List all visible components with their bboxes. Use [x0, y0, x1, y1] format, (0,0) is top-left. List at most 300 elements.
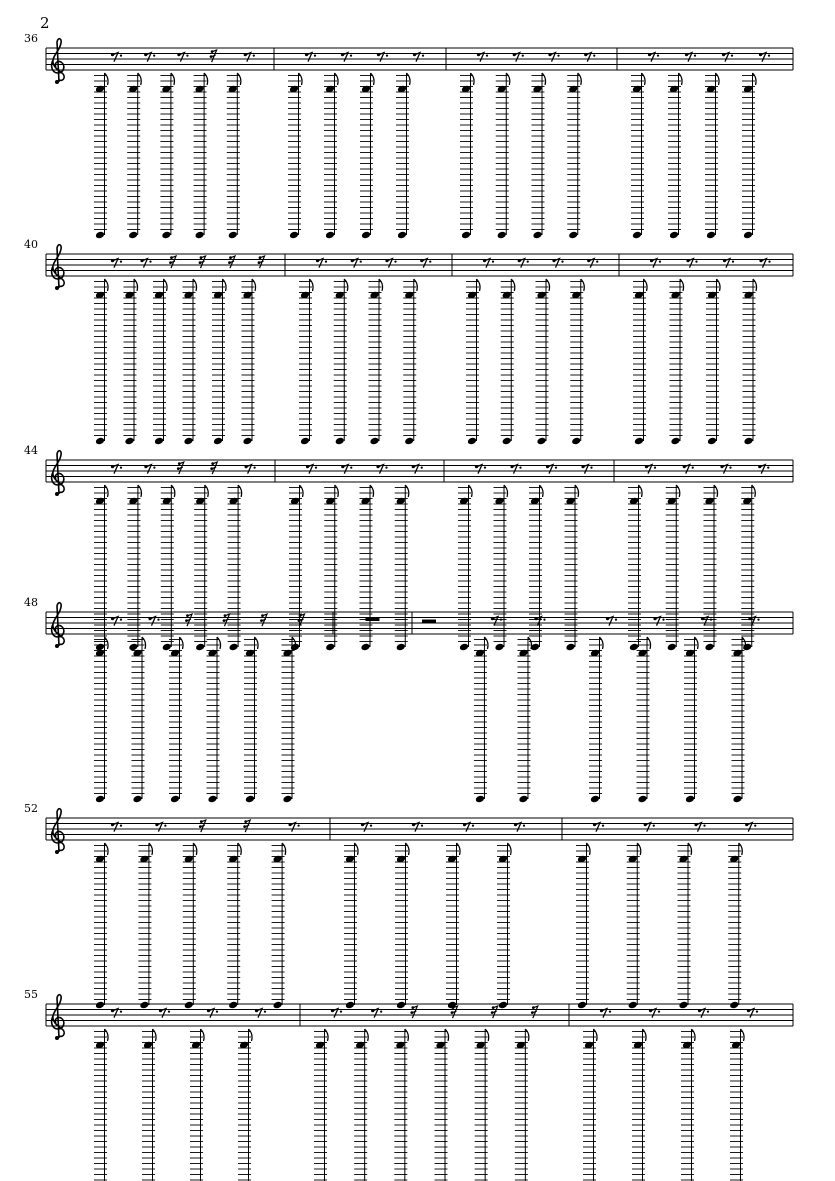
treble-clef-dot	[55, 850, 59, 854]
measure	[631, 48, 793, 239]
rest-dot	[552, 259, 555, 262]
note-flag	[587, 843, 591, 855]
note-head	[325, 231, 335, 240]
note-head	[361, 231, 371, 240]
note-flag	[153, 1029, 157, 1041]
rest-dot	[757, 619, 759, 621]
note-flag	[204, 73, 208, 85]
note-head	[128, 643, 138, 652]
note-flag	[594, 1029, 598, 1041]
rest-dot	[768, 55, 770, 57]
rest-dot	[394, 261, 396, 263]
note-head	[632, 231, 642, 240]
rest-dot	[758, 465, 761, 468]
rest-dot	[615, 619, 617, 621]
treble-clef-dot	[55, 80, 59, 84]
rest-dot	[692, 467, 694, 469]
note-flag	[469, 485, 473, 497]
note-flag	[477, 279, 481, 291]
note-flag	[105, 73, 109, 85]
measure	[94, 254, 285, 445]
rest-dot	[412, 823, 415, 826]
rest-dot	[698, 1009, 701, 1012]
rest-dot	[211, 50, 214, 53]
note-head	[229, 643, 239, 652]
note-flag	[578, 73, 582, 85]
note-flag	[506, 73, 510, 85]
measure	[94, 48, 274, 239]
rest-dot	[223, 619, 226, 622]
note-flag	[223, 279, 227, 291]
note-head	[497, 231, 507, 240]
rest-dot	[385, 467, 387, 469]
note-head	[228, 1001, 238, 1010]
note-head	[678, 1001, 688, 1010]
note-flag	[445, 1029, 449, 1041]
rest-dot	[264, 1011, 266, 1013]
rest-dot	[316, 259, 319, 262]
rest-dot	[120, 1011, 122, 1013]
note-flag	[105, 843, 109, 855]
rest-dot	[694, 55, 696, 57]
note-flag	[379, 279, 383, 291]
rest-dot	[745, 823, 748, 826]
note-flag	[643, 1029, 647, 1041]
rest-dot	[581, 465, 584, 468]
rest-dot	[120, 619, 122, 621]
rest-dot	[120, 825, 122, 827]
rest-dot	[351, 259, 354, 262]
note-flag	[105, 637, 109, 649]
note-flag	[546, 279, 550, 291]
note-head	[669, 231, 679, 240]
rest-dot	[148, 617, 151, 620]
note-head	[565, 643, 575, 652]
note-head	[518, 795, 528, 804]
rest-dot	[484, 467, 486, 469]
note-flag	[164, 279, 168, 291]
rest-dot	[361, 823, 364, 826]
rest-dot	[657, 55, 659, 57]
note-head	[637, 795, 647, 804]
note-head	[245, 795, 255, 804]
note-flag	[138, 485, 142, 497]
rest-dot	[491, 617, 494, 620]
rest-dot	[463, 823, 466, 826]
rest-dot	[350, 467, 352, 469]
rest-dot	[120, 261, 122, 263]
rest-dot	[177, 53, 180, 56]
note-flag	[753, 279, 757, 291]
note-flag	[371, 73, 375, 85]
rest-dot	[341, 465, 344, 468]
rest-dot	[376, 465, 379, 468]
note-head	[183, 437, 193, 446]
rest-dot	[729, 467, 731, 469]
rest-dot	[722, 53, 725, 56]
note-head	[629, 643, 639, 652]
note-flag	[511, 279, 515, 291]
rest-dot	[701, 617, 704, 620]
staff-system	[24, 444, 793, 651]
measure-number: 55	[24, 988, 38, 1001]
treble-clef-icon	[52, 603, 65, 646]
note-flag	[370, 485, 374, 497]
rest-dot	[111, 1009, 114, 1012]
measure	[299, 254, 452, 445]
rest-dot	[683, 465, 686, 468]
staff-system	[24, 238, 793, 445]
rest-dot	[289, 823, 292, 826]
note-head	[742, 643, 752, 652]
note-head	[289, 231, 299, 240]
rest-dot	[168, 1011, 170, 1013]
rest-dot	[140, 259, 143, 262]
rest-dot	[548, 53, 551, 56]
rest-dot	[207, 1009, 210, 1012]
note-flag	[300, 485, 304, 497]
rest-dot	[111, 53, 114, 56]
note-head	[95, 437, 105, 446]
note-flag	[508, 843, 512, 855]
rest-dot	[561, 261, 563, 263]
rest-dot	[658, 1011, 660, 1013]
rest-dot	[429, 261, 431, 263]
rest-dot	[747, 1009, 750, 1012]
note-head	[577, 1001, 587, 1010]
note-flag	[753, 73, 757, 85]
rest-dot	[199, 825, 202, 828]
rest-dot	[210, 467, 213, 470]
note-head	[743, 437, 753, 446]
staff-system	[24, 32, 793, 239]
measure-number: 52	[24, 802, 38, 815]
note-head	[404, 437, 414, 446]
rest-dot	[314, 55, 316, 57]
note-flag	[581, 279, 585, 291]
rest-dot	[645, 465, 648, 468]
rest-dot	[492, 1006, 495, 1009]
note-head	[162, 643, 172, 652]
note-head	[325, 643, 335, 652]
note-head	[667, 643, 677, 652]
treble-clef-dot	[55, 644, 59, 648]
note-flag	[255, 637, 259, 649]
treble-clef-icon	[52, 245, 65, 288]
rest-dot	[261, 614, 264, 617]
note-head	[369, 437, 379, 446]
note-flag	[528, 637, 532, 649]
treble-clef-icon	[52, 809, 65, 852]
note-head	[494, 643, 504, 652]
rest-dot	[644, 823, 647, 826]
note-flag	[252, 279, 256, 291]
page-number: 2	[40, 14, 50, 32]
note-flag	[299, 73, 303, 85]
note-head	[132, 795, 142, 804]
rest-dot	[653, 617, 656, 620]
measure-number: 40	[24, 238, 38, 251]
note-head	[704, 643, 714, 652]
note-head	[195, 643, 205, 652]
note-head	[743, 231, 753, 240]
note-head	[498, 1001, 508, 1010]
note-flag	[335, 73, 339, 85]
rest-dot	[224, 614, 227, 617]
note-flag	[405, 1029, 409, 1041]
rest-dot	[602, 825, 604, 827]
note-head	[397, 231, 407, 240]
note-head	[706, 231, 716, 240]
rest-dot	[703, 825, 705, 827]
rest-dot	[169, 261, 172, 264]
rest-dot	[228, 261, 231, 264]
note-flag	[344, 279, 348, 291]
rest-dot	[606, 617, 609, 620]
rest-dot	[229, 256, 232, 259]
rest-dot	[370, 825, 372, 827]
treble-clef-icon	[52, 451, 65, 494]
rest-dot	[519, 467, 521, 469]
note-flag	[680, 279, 684, 291]
rest-dot	[472, 825, 474, 827]
note-flag	[249, 1029, 253, 1041]
treble-clef-icon	[52, 995, 65, 1038]
note-flag	[741, 1029, 745, 1041]
note-flag	[217, 637, 221, 649]
note-flag	[171, 73, 175, 85]
note-flag	[485, 1029, 489, 1041]
note-flag	[504, 485, 508, 497]
half-rest	[422, 620, 436, 624]
note-flag	[716, 73, 720, 85]
measure	[583, 1004, 793, 1181]
note-head	[459, 643, 469, 652]
rest-dot	[686, 259, 689, 262]
rest-dot	[593, 55, 595, 57]
note-flag	[238, 843, 242, 855]
note-flag	[193, 843, 197, 855]
rest-dot	[111, 823, 114, 826]
rest-dot	[210, 55, 213, 58]
note-head	[532, 231, 542, 240]
rest-dot	[111, 617, 114, 620]
note-flag	[282, 843, 286, 855]
note-head	[670, 437, 680, 446]
rest-dot	[710, 619, 712, 621]
note-head	[396, 1001, 406, 1010]
rest-dot	[593, 823, 596, 826]
rest-dot	[120, 55, 122, 57]
note-head	[95, 1001, 105, 1010]
rest-dot	[510, 465, 513, 468]
note-flag	[637, 843, 641, 855]
rest-dot	[754, 825, 756, 827]
rest-dot	[164, 825, 166, 827]
rest-dot	[527, 261, 529, 263]
note-head	[273, 1001, 283, 1010]
rest-dot	[244, 53, 247, 56]
rest-dot	[513, 53, 516, 56]
note-flag	[205, 485, 209, 497]
note-head	[502, 437, 512, 446]
rest-dot	[590, 467, 592, 469]
measure	[344, 818, 562, 1009]
note-flag	[201, 1029, 205, 1041]
note-head	[213, 437, 223, 446]
rest-dot	[259, 256, 262, 259]
note-flag	[405, 485, 409, 497]
note-head	[184, 1001, 194, 1010]
rest-dot	[380, 1011, 382, 1013]
note-head	[345, 1001, 355, 1010]
note-flag	[237, 73, 241, 85]
rest-dot	[245, 465, 248, 468]
note-head	[170, 795, 180, 804]
rest-dot	[412, 465, 415, 468]
measure	[466, 254, 619, 445]
measure-number: 44	[24, 444, 38, 457]
rest-dot	[546, 465, 549, 468]
note-flag	[180, 637, 184, 649]
rest-dot	[723, 259, 726, 262]
note-head	[571, 437, 581, 446]
note-head	[124, 437, 134, 446]
rest-dot	[500, 619, 502, 621]
measure	[422, 612, 575, 803]
treble-clef-dot	[55, 492, 59, 496]
note-head	[335, 437, 345, 446]
note-head	[461, 231, 471, 240]
rest-dot	[650, 259, 653, 262]
measure	[314, 1004, 569, 1181]
rest-dot	[298, 619, 301, 622]
note-head	[95, 795, 105, 804]
rest-dot	[557, 55, 559, 57]
note-flag	[457, 843, 461, 855]
rest-dot	[523, 825, 525, 827]
rest-dot	[486, 55, 488, 57]
note-head	[475, 795, 485, 804]
rest-dot	[532, 1006, 535, 1009]
rest-dot	[254, 467, 256, 469]
rest-dot	[211, 462, 214, 465]
rest-dot	[600, 1009, 603, 1012]
rest-dot	[452, 1006, 455, 1009]
rest-dot	[421, 825, 423, 827]
rest-dot	[413, 53, 416, 56]
measure-number: 36	[24, 32, 38, 45]
note-head	[396, 643, 406, 652]
rest-dot	[200, 256, 203, 259]
rest-dot	[186, 614, 189, 617]
measure	[460, 48, 617, 239]
note-head	[282, 795, 292, 804]
rest-dot	[491, 1011, 494, 1014]
rest-dot	[177, 467, 180, 470]
note-flag	[484, 637, 488, 649]
note-head	[242, 437, 252, 446]
rest-dot	[555, 467, 557, 469]
note-flag	[644, 279, 648, 291]
rest-dot	[531, 1011, 534, 1014]
note-flag	[149, 843, 153, 855]
rest-dot	[325, 261, 327, 263]
rest-dot	[306, 465, 309, 468]
note-head	[207, 795, 217, 804]
rest-dot	[149, 261, 151, 263]
note-flag	[310, 279, 314, 291]
rest-dot	[483, 259, 486, 262]
note-flag	[739, 843, 743, 855]
note-flag	[325, 1029, 329, 1041]
note-head	[154, 437, 164, 446]
note-head	[707, 437, 717, 446]
rest-dot	[609, 1011, 611, 1013]
note-head	[95, 231, 105, 240]
rest-dot	[385, 259, 388, 262]
rest-dot	[253, 55, 255, 57]
measure	[576, 818, 793, 1009]
note-flag	[134, 279, 138, 291]
rest-dot	[243, 825, 246, 828]
note-head	[536, 437, 546, 446]
rest-dot	[341, 53, 344, 56]
rest-dot	[258, 261, 261, 264]
rest-dot	[421, 467, 423, 469]
note-flag	[365, 1029, 369, 1041]
note-head	[685, 795, 695, 804]
note-flag	[355, 843, 359, 855]
rest-dot	[170, 256, 173, 259]
rest-dot	[411, 1006, 414, 1009]
note-flag	[407, 73, 411, 85]
rest-dot	[534, 617, 537, 620]
note-head	[128, 231, 138, 240]
rest-dot	[377, 53, 380, 56]
rest-dot	[371, 1009, 374, 1012]
rest-dot	[477, 53, 480, 56]
rest-dot	[299, 614, 302, 617]
rest-dot	[144, 465, 147, 468]
staff-system	[24, 988, 793, 1181]
rest-dot	[596, 261, 598, 263]
rest-dot	[649, 1009, 652, 1012]
note-head	[139, 1001, 149, 1010]
rest-dot	[155, 823, 158, 826]
rest-dot	[178, 462, 181, 465]
rest-dot	[185, 619, 188, 622]
note-flag	[138, 73, 142, 85]
measure-number: 48	[24, 596, 38, 609]
note-flag	[714, 485, 718, 497]
rest-dot	[720, 465, 723, 468]
note-flag	[676, 485, 680, 497]
measure	[633, 254, 793, 445]
note-head	[729, 1001, 739, 1010]
rest-dot	[420, 259, 423, 262]
rest-dot	[475, 465, 478, 468]
rest-dot	[386, 55, 388, 57]
rest-dot	[695, 261, 697, 263]
rest-dot	[662, 619, 664, 621]
rest-dot	[522, 55, 524, 57]
rest-dot	[305, 53, 308, 56]
measure	[94, 612, 333, 803]
treble-clef-icon	[52, 39, 65, 82]
note-flag	[542, 73, 546, 85]
rest-dot	[153, 55, 155, 57]
